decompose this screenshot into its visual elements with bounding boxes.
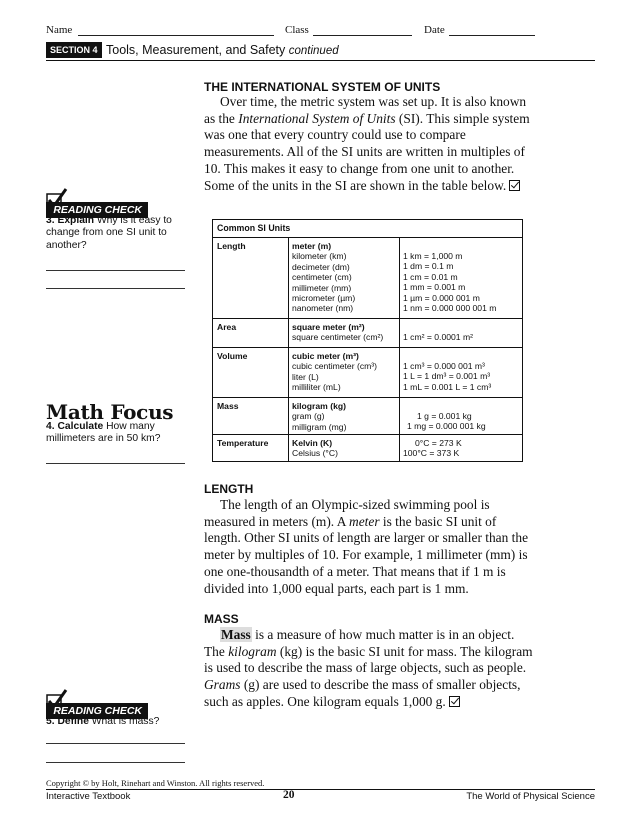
table-row-mass: Mass kilogram (kg) gram (g) milligram (mg) 1 g = 0.001 kg 1 mg = 0.000 001 kg (213, 397, 522, 435)
section-title-suffix: continued (288, 45, 339, 57)
footer-right: The World of Physical Science (466, 791, 595, 802)
answer-line-5a[interactable] (46, 743, 185, 744)
table-row-length: Length meter (m) kilometer (km) decimeter (dm) centimeter (cm) millimeter (mm) micrometer (µm) nanometer (nm) 1 km = 1,000 m 1 dm = 0.1 m 1 cm = 0.01 m 1 mm = 0.001 m 1 µm = 0.000 001 m 1 nm = 0.000 000 001 m (213, 237, 522, 317)
math-focus-title: Math Focus (46, 400, 174, 424)
footer-left: Interactive Textbook (46, 791, 131, 802)
table-title: Common SI Units (217, 223, 291, 233)
checkmark-icon (449, 696, 460, 707)
answer-line-4[interactable] (46, 463, 185, 464)
question-4: 4. Calculate How many millimeters are in 50 km? (46, 421, 161, 445)
si-units-table (212, 219, 523, 462)
mass-paragraph: Mass is a measure of how much matter is in an object. The kilogram (kg) is the basic SI unit for mass. The kilogram is used to describe the mass of large objects, such as people. Grams (g) are used to describe the mass of smaller objects, such as apples. One kilogram equals 1,000 g. (204, 627, 533, 709)
section-title-text: Tools, Measurement, and Safety (106, 43, 286, 57)
mass-heading: MASS (204, 612, 239, 626)
copyright: Copyright © by Holt, Rinehart and Winston. All rights reserved. (46, 778, 265, 788)
answer-line-3a[interactable] (46, 270, 185, 271)
length-heading: LENGTH (204, 482, 254, 496)
checkmark-icon (509, 180, 520, 191)
name-label: Name (46, 24, 73, 36)
question-5: 5. Define What is mass? (46, 716, 160, 727)
name-field-line[interactable] (78, 35, 274, 36)
question-3: 3. Explain Why is it easy to change from one SI unit to another? (46, 215, 172, 251)
date-label: Date (424, 24, 445, 36)
table-row-area: Area square meter (m²) square centimeter (cm²) 1 cm² = 0.0001 m² (213, 318, 522, 347)
answer-line-3b[interactable] (46, 288, 185, 289)
vocab-term-mass: Mass (221, 627, 251, 642)
answer-line-5b[interactable] (46, 762, 185, 763)
si-heading: THE INTERNATIONAL SYSTEM OF UNITS (204, 80, 441, 94)
section-title (106, 42, 339, 59)
table-row-volume: Volume cubic meter (m³) cubic centimeter (cm³) liter (L) milliliter (mL) 1 cm³ = 0.000 001 m³ 1 L = 1 dm³ = 0.001 m³ 1 mL = 0.001 L = 1 cm³ (213, 347, 522, 397)
class-field-line[interactable] (313, 35, 412, 36)
length-paragraph: The length of an Olympic-sized swimming pool is measured in meters (m). A meter is the basic SI unit of length. Other SI units of length are larger or smaller than the meter by multiples of 10. For example, 1 millimeter (mm) is one one-thousandth of a meter. That means that if 1 m is divided into 1,000 equal parts, each part is 1 mm. (204, 497, 529, 596)
si-paragraph: Over time, the metric system was set up. It is also known as the International System of Units (SI). This simple system was one that every country could use to compare measurements. All of the SI units are written in multiples of 10. This makes it easy to change from one unit to another. Some of the units in the SI are shown in the table below. (204, 94, 530, 193)
table-row-temperature: Temperature Kelvin (K) Celsius (°C) 0°C = 273 K 100°C = 373 K (213, 434, 522, 463)
reading-check-label: READING CHECK (46, 202, 148, 218)
page-number: 20 (283, 789, 295, 801)
date-field-line[interactable] (449, 35, 535, 36)
reading-check-label: READING CHECK (46, 703, 148, 719)
class-label: Class (285, 24, 309, 36)
section-tag: SECTION 4 (46, 42, 102, 58)
footer-rule (46, 789, 595, 790)
